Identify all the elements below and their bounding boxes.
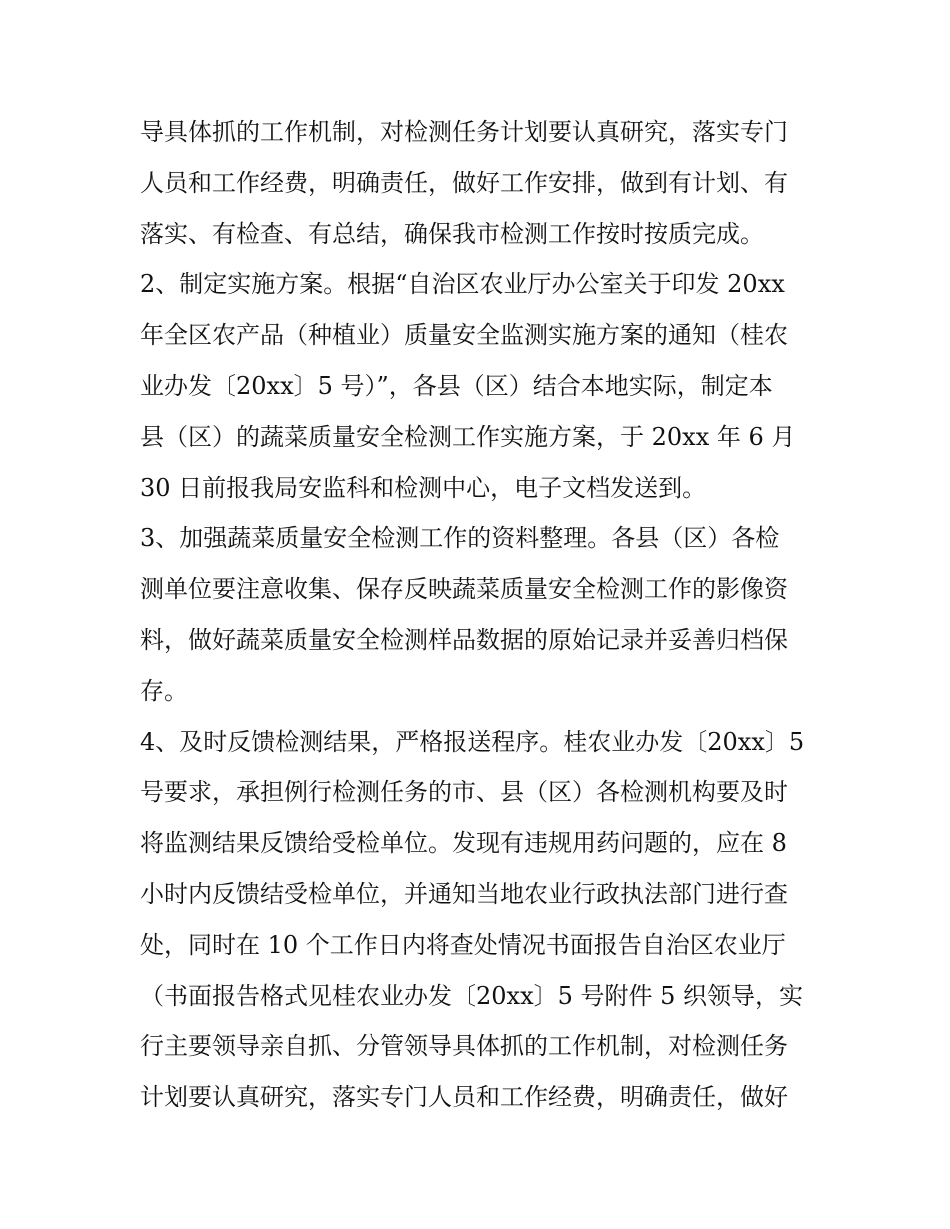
text-line: 3、加强蔬菜质量安全检测工作的资料整理。各县（区）各检: [140, 524, 780, 553]
document-body: [140, 107, 830, 1123]
text-line: 处，同时在 10 个工作日内将查处情况书面报告自治区农业厅: [140, 930, 786, 959]
text-line: 号要求，承担例行检测任务的市、县（区）各检测机构要及时: [140, 778, 788, 807]
text-line: 测单位要注意收集、保存反映蔬菜质量安全检测工作的影像资: [140, 575, 788, 604]
text-line: 县（区）的蔬菜质量安全检测工作实施方案，于 20xx 年 6 月: [140, 422, 796, 451]
text-line: 计划要认真研究，落实专门人员和工作经费，明确责任，做好: [140, 1083, 788, 1112]
text-line: 业办发〔20xx〕5 号）”，各县（区）结合本地实际，制定本: [140, 371, 773, 400]
text-line: 4、及时反馈检测结果，严格报送程序。桂农业办发〔20xx〕5: [140, 727, 805, 756]
text-line: 行主要领导亲自抓、分管领导具体抓的工作机制，对检测任务: [140, 1032, 788, 1061]
text-line: 年全区农产品（种植业）质量安全监测实施方案的通知（桂农: [140, 321, 788, 350]
text-line: （书面报告格式见桂农业办发〔20xx〕5 号附件 5 织领导，实: [140, 981, 804, 1010]
text-line: 小时内反馈结受检单位，并通知当地农业行政执法部门进行查: [140, 879, 788, 908]
text-line: 人员和工作经费，明确责任，做好工作安排，做到有计划、有: [140, 168, 788, 197]
text-line: 将监测结果反馈给受检单位。发现有违规用药问题的，应在 8: [140, 829, 787, 858]
text-line: 导具体抓的工作机制，对检测任务计划要认真研究，落实专门: [140, 118, 788, 146]
text-line: 存。: [140, 676, 188, 705]
text-line: 料，做好蔬菜质量安全检测样品数据的原始记录并妥善归档保: [140, 625, 788, 654]
text-line: 落实、有检查、有总结，确保我市检测工作按时按质完成。: [140, 219, 764, 248]
text-line: 30 日前报我局安监科和检测中心，电子文档发送到。: [140, 473, 707, 502]
text-line: 2、制定实施方案。根据“自治区农业厅办公室关于印发 20xx: [140, 270, 785, 299]
